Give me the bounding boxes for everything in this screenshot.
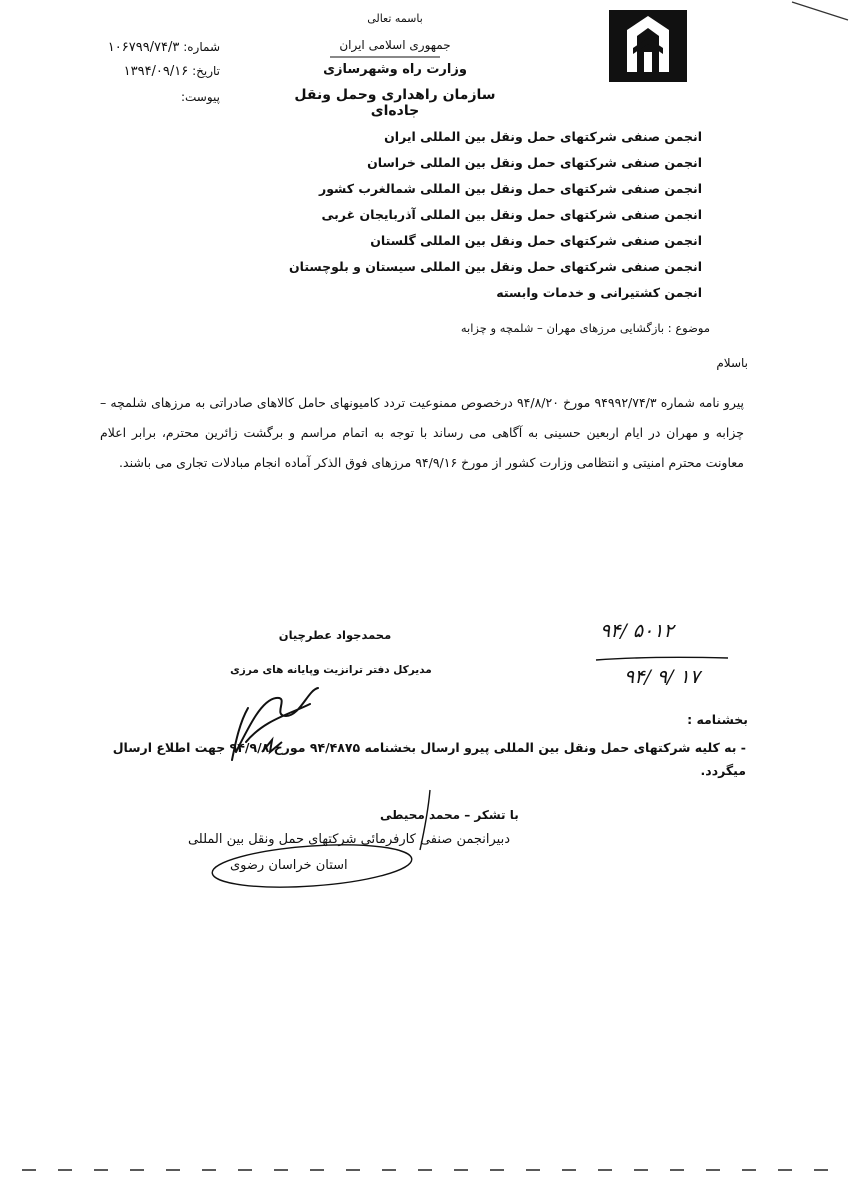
handwritten-number: ۹۴/ ۵۰۱۲ (600, 620, 674, 642)
letter-number (80, 40, 220, 55)
recipient-item: انجمن صنفی شرکتهای حمل ونقل بین المللی سیستان و بلوچستان (288, 259, 702, 274)
recipient-item: انجمن صنفی شرکتهای حمل ونقل بین المللی شمالغرب کشور (319, 181, 702, 196)
signatory-title: مدیرکل دفتر ترانزیت وپایانه های مرزی (230, 664, 432, 676)
recipient-item: انجمن صنفی شرکتهای حمل ونقل بین المللی آذربایجان غربی (321, 207, 702, 222)
organization-name: سازمان راهداری وحمل ونقل جاده‌ای (294, 87, 496, 119)
salutation: باسلام (716, 356, 748, 370)
number-value: ۱۰۶۷۹۹/۷۴/۳ (107, 40, 180, 55)
number-underline (596, 657, 728, 660)
closing-secretary: دبیرانجمن صنفی کارفرمائی شرکتهای حمل ونقل بین المللی (187, 832, 510, 847)
circular-text: - به کلیه شرکتهای حمل ونقل بین المللی پیرو ارسال بخشنامه ۹۴/۴۸۷۵ مورخ ۹۴/۹/۸ جهت اطلاع ارسال میگردد. (112, 740, 746, 778)
scan-edge-line (792, 2, 848, 20)
recipient-item: انجمن کشتیرانی و خدمات وابسته (496, 285, 702, 300)
attachment-label: پیوست: (180, 90, 220, 104)
letter-date (80, 64, 220, 79)
signatory-name: محمدجواد عطرچیان (278, 628, 392, 642)
closing-branch: استان خراسان رضوی (230, 858, 348, 873)
date-label: تاریخ: (192, 64, 220, 78)
recipients-list (288, 124, 702, 306)
letter-attachment (80, 90, 220, 104)
recipient-item: انجمن صنفی شرکتهای حمل ونقل بین المللی ایران (384, 129, 702, 144)
road-organization-logo-icon (607, 8, 689, 84)
number-label: شماره: (183, 40, 220, 54)
handwritten-date: ۹۴/ ۹/ ۱۷ (624, 666, 700, 688)
bismillah: باسمه تعالی (367, 12, 423, 25)
republic-name: جمهوری اسلامی ایران (339, 38, 451, 52)
circular-heading: بخشنامه : (687, 712, 748, 727)
letter-body: پیرو نامه شماره ۹۴۹۹۲/۷۴/۳ مورخ ۹۴/۸/۲۰ درخصوص ممنوعیت تردد کامیونهای حامل کالاهای صادراتی به مرزهای شلمچه – چزابه و مهران در ایام اربعین حسینی به آگاهی می رساند با توجه به اتمام مراسم و برگشت زائرین محترم، برابر اعلام معاونت محترم امنیتی و انتظامی وزارت کشور از مورخ ۹۴/۹/۱۶ مرزهای فوق الذکر آماده انجام مبادلات تجاری می باشند. (100, 395, 744, 470)
closing-thanks: با تشکر – محمد محیطی (380, 808, 519, 822)
recipient-item: انجمن صنفی شرکتهای حمل ونقل بین المللی خراسان (367, 155, 702, 170)
date-value: ۱۳۹۴/۰۹/۱۶ (123, 64, 189, 79)
ministry-name: وزارت راه وشهرسازی (323, 62, 467, 77)
subject-line: موضوع : بازگشایی مرزهای مهران – شلمچه و چزابه (460, 321, 710, 335)
recipient-item: انجمن صنفی شرکتهای حمل ونقل بین المللی گلستان (370, 233, 702, 248)
